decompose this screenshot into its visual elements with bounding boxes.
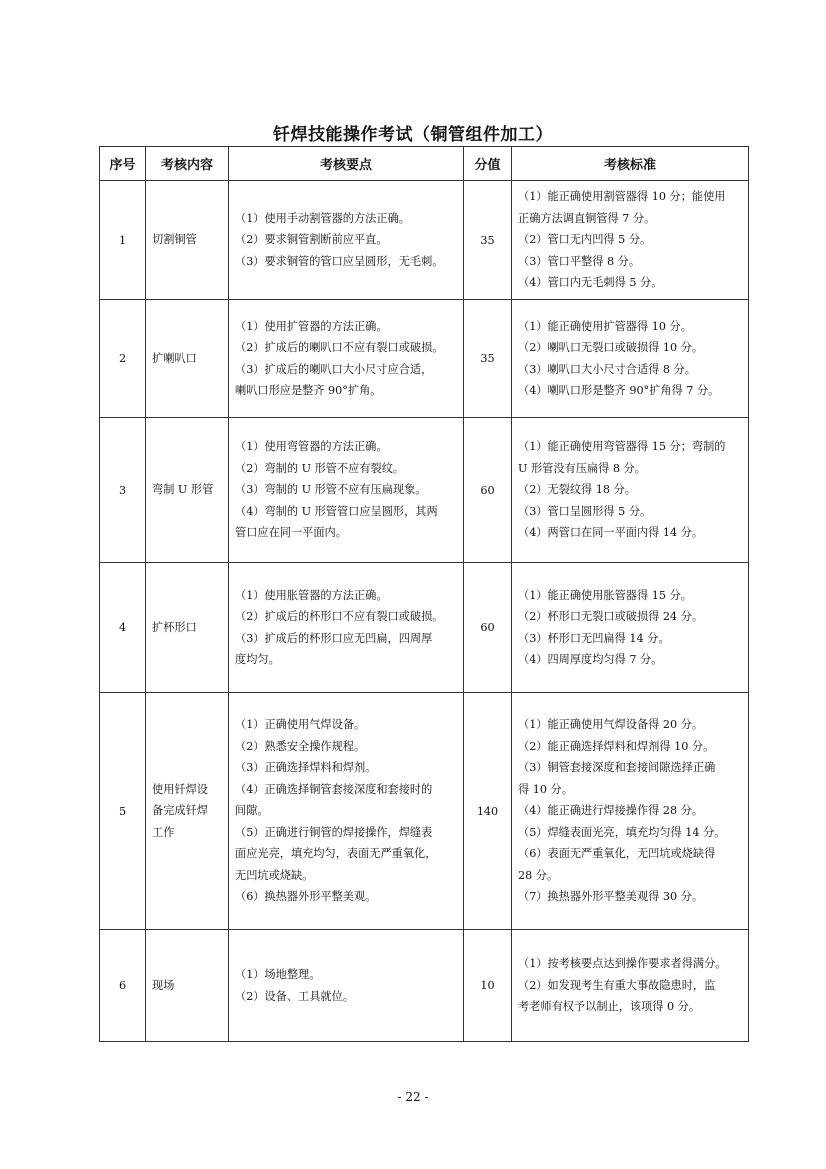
header-no: 序号 xyxy=(100,147,146,181)
assessment-points-line: （2）扩成后的喇叭口不应有裂口或破损。 xyxy=(235,341,444,354)
assessment-points-line: （6）换热器外形平整美观。 xyxy=(235,890,377,904)
assessment-content xyxy=(146,563,229,693)
assessment-content-line: 使用钎焊设 xyxy=(152,782,208,796)
assessment-content-line: 备完成钎焊 xyxy=(152,804,208,818)
assessment-points-line: （3）扩成后的喇叭口大小尺寸应合适， xyxy=(235,362,433,376)
assessment-content-line: 弯制 U 形管 xyxy=(152,483,214,497)
assessment-content-line: 现场 xyxy=(152,978,175,992)
assessment-standard-line: 正确方法调直铜管得 7 分。 xyxy=(518,211,656,225)
assessment-standard-line: （4）两管口在同一平面内得 14 分。 xyxy=(518,526,704,540)
assessment-standard-line: （4）能正确进行焊接操作得 28 分。 xyxy=(518,804,704,818)
assessment-content-line: 扩杯形口 xyxy=(152,620,197,634)
table-row xyxy=(100,418,749,563)
assessment-standard-line: （2）管口无内凹得 5 分。 xyxy=(518,233,652,247)
assessment-points-line: （3）扩成后的杯形口应无凹扁，四周厚 xyxy=(235,631,433,645)
assessment-standard xyxy=(512,563,749,693)
assessment-points-line: （1）使用扩管器的方法正确。 xyxy=(235,319,388,333)
assessment-standard xyxy=(512,930,749,1042)
assessment-content xyxy=(146,930,229,1042)
assessment-points-line: （2）熟悉安全操作规程。 xyxy=(235,739,366,753)
table-row xyxy=(100,181,749,300)
score-value: 60 xyxy=(464,418,512,563)
assessment-content xyxy=(146,181,229,300)
assessment-standard-line: （1）按考核要点达到操作要求者得满分。 xyxy=(518,957,727,971)
assessment-points xyxy=(229,930,464,1042)
assessment-points-line: （4）正确选择铜管套接深度和套接时的 xyxy=(235,782,433,796)
assessment-points-line: （4）弯制的 U 形管管口应呈圆形，其两 xyxy=(235,504,438,518)
header-points: 考核要点 xyxy=(229,147,464,181)
assessment-standard-line: 28 分。 xyxy=(518,868,559,882)
assessment-content xyxy=(146,693,229,930)
row-number: 6 xyxy=(100,930,146,1042)
assessment-points-line: 面应光亮，填充均匀，表面无严重氧化， xyxy=(235,847,437,861)
assessment-content-line: 扩喇叭口 xyxy=(152,351,197,365)
assessment-standard-line: （3）铜管套接深度和套接间隙选择正确 xyxy=(518,761,716,775)
assessment-content-line: 切割铜管 xyxy=(152,233,197,247)
header-content: 考核内容 xyxy=(146,147,229,181)
table-row xyxy=(100,930,749,1042)
assessment-standard-line: （7）换热器外形平整美观得 30 分。 xyxy=(518,890,704,904)
assessment-standard-line: （2）如发现考生有重大事故隐患时，监 xyxy=(518,978,716,992)
assessment-standard xyxy=(512,693,749,930)
score-value: 35 xyxy=(464,300,512,418)
assessment-table xyxy=(99,146,749,1042)
assessment-points-line: 管口应在同一平面内。 xyxy=(235,526,347,540)
assessment-points-line: （1）使用胀管器的方法正确。 xyxy=(235,588,388,602)
assessment-standard-line: （3）杯形口无凹扁得 14 分。 xyxy=(518,631,670,645)
assessment-standard-line: （2）能正确选择焊料和焊剂得 10 分。 xyxy=(518,739,715,753)
row-number: 2 xyxy=(100,300,146,418)
assessment-points-line: （2）要求铜管割断前应平直。 xyxy=(235,233,388,247)
assessment-points-line: （2）弯制的 U 形管不应有裂纹。 xyxy=(235,461,405,475)
table-row xyxy=(100,563,749,693)
assessment-standard-line: （3）喇叭口大小尺寸合适得 8 分。 xyxy=(518,362,696,376)
assessment-points-line: （1）场地整理。 xyxy=(235,968,321,981)
assessment-standard-line: （1）能正确使用气焊设备得 20 分。 xyxy=(518,718,704,732)
assessment-standard-line: （5）焊缝表面光亮，填充均匀得 14 分。 xyxy=(518,825,726,839)
row-number: 3 xyxy=(100,418,146,563)
assessment-standard-line: 得 10 分。 xyxy=(518,782,573,796)
assessment-standard-line: （4）喇叭口形是整齐 90°扩角得 7 分。 xyxy=(518,384,720,397)
table-row xyxy=(100,300,749,418)
assessment-points xyxy=(229,563,464,693)
assessment-standard-line: （2）杯形口无裂口或破损得 24 分。 xyxy=(518,610,704,623)
table-row xyxy=(100,693,749,930)
assessment-standard xyxy=(512,181,749,300)
assessment-standard-line: （2）喇叭口无裂口或破损得 10 分。 xyxy=(518,341,704,354)
score-value: 60 xyxy=(464,563,512,693)
assessment-standard xyxy=(512,300,749,418)
assessment-points-line: （3）要求铜管的管口应呈圆形，无毛刺。 xyxy=(235,254,444,268)
assessment-standard-line: （2）无裂纹得 18 分。 xyxy=(518,483,636,497)
assessment-standard xyxy=(512,418,749,563)
assessment-standard-line: （1）能正确使用弯管器得 15 分；弯制的 xyxy=(518,440,726,454)
assessment-standard-line: U 形管没有压扁得 8 分。 xyxy=(518,461,646,475)
row-number: 1 xyxy=(100,181,146,300)
assessment-standard-line: （4）四周厚度均匀得 7 分。 xyxy=(518,653,663,666)
assessment-points-line: （2）设备、工具就位。 xyxy=(235,989,354,1003)
row-number: 4 xyxy=(100,563,146,693)
assessment-points-line: 无凹坑或烧缺。 xyxy=(235,868,314,882)
assessment-content xyxy=(146,300,229,418)
assessment-standard-line: （3）管口平整得 8 分。 xyxy=(518,254,641,268)
assessment-points xyxy=(229,693,464,930)
assessment-standard-line: （1）能正确使用胀管器得 15 分。 xyxy=(518,588,692,602)
assessment-points xyxy=(229,300,464,418)
assessment-points-line: （3）弯制的 U 形管不应有压扁现象。 xyxy=(235,483,427,497)
page-number: - 22 - xyxy=(397,1090,429,1104)
assessment-points-line: 间隙。 xyxy=(235,804,269,818)
assessment-points-line: 喇叭口形应是整齐 90°扩角。 xyxy=(235,384,382,397)
assessment-standard-line: （1）能正确使用割管器得 10 分；能使用 xyxy=(518,190,726,204)
assessment-points xyxy=(229,181,464,300)
assessment-points xyxy=(229,418,464,563)
assessment-points-line: （1）正确使用气焊设备。 xyxy=(235,718,366,732)
page-title: 钎焊技能操作考试（铜管组件加工） xyxy=(273,125,553,145)
assessment-points-line: （5）正确进行铜管的焊接操作，焊缝表 xyxy=(235,825,433,839)
assessment-points-line: （2）扩成后的杯形口不应有裂口或破损。 xyxy=(235,610,444,623)
assessment-content xyxy=(146,418,229,563)
assessment-standard-line: （3）管口呈圆形得 5 分。 xyxy=(518,504,652,518)
score-value: 35 xyxy=(464,181,512,300)
assessment-points-line: （1）使用手动割管器的方法正确。 xyxy=(235,211,410,225)
assessment-content-line: 工作 xyxy=(152,825,175,839)
assessment-points-line: 度均匀。 xyxy=(235,653,280,666)
assessment-standard-line: （6）表面无严重氧化，无凹坑或烧缺得 xyxy=(518,847,716,861)
score-value: 10 xyxy=(464,930,512,1042)
table-header-row xyxy=(100,147,749,181)
assessment-standard-line: 考老师有权予以制止，该项得 0 分。 xyxy=(518,1000,701,1014)
header-score: 分值 xyxy=(464,147,512,181)
assessment-points-line: （3）正确选择焊料和焊剂。 xyxy=(235,761,377,775)
row-number: 5 xyxy=(100,693,146,930)
assessment-standard-line: （4）管口内无毛刺得 5 分。 xyxy=(518,276,663,290)
header-standard: 考核标准 xyxy=(512,147,749,181)
score-value: 140 xyxy=(464,693,512,930)
assessment-standard-line: （1）能正确使用扩管器得 10 分。 xyxy=(518,319,692,333)
assessment-points-line: （1）使用弯管器的方法正确。 xyxy=(235,440,388,454)
